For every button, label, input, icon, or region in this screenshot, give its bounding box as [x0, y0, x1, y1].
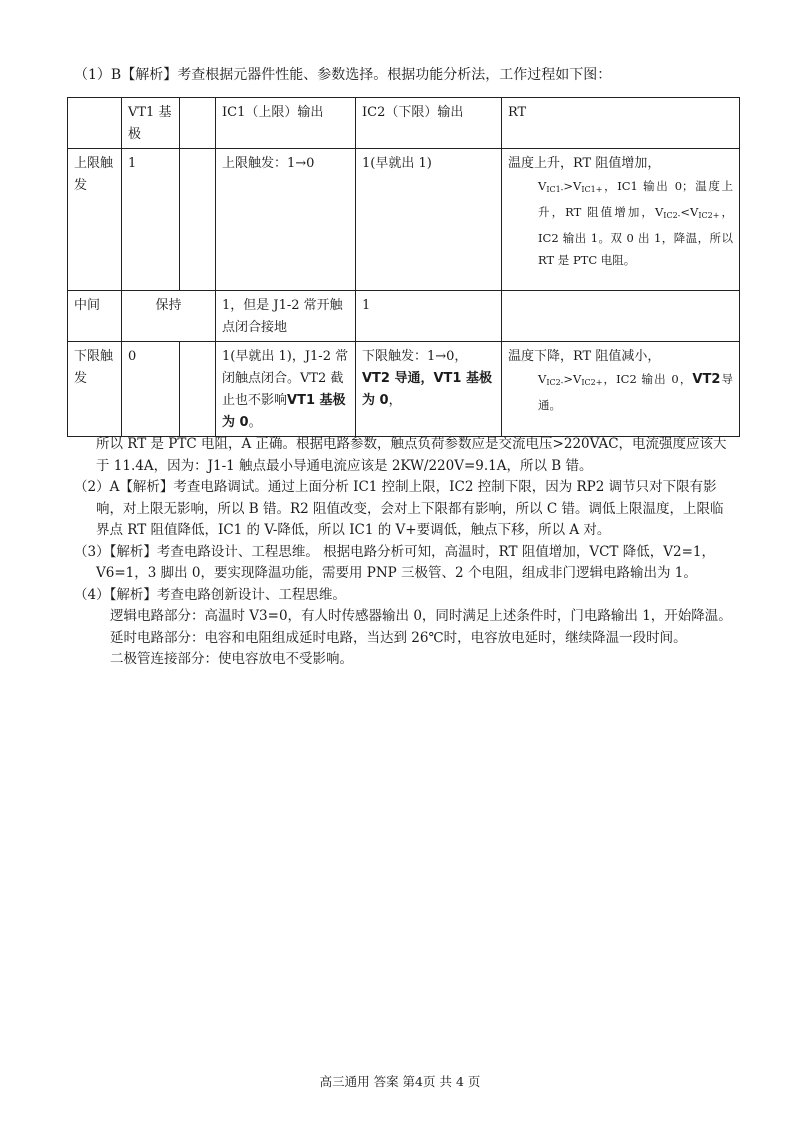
cell-blank-upper [180, 149, 216, 291]
table-row-lower [68, 342, 740, 437]
table-header-row [68, 98, 740, 149]
cell-vt1-lower: 0 [122, 342, 180, 437]
header-cell-rt: RT [502, 98, 740, 149]
cell-ic1-lower: 1(早就出 1)，J1-2 常闭触点闭合。VT2 截止也不影响VT1 基极为 0。 [216, 342, 356, 437]
paragraph-3: （3）【解析】考查电路设计、工程思维。 根据电路分析可知，高温时，RT 阻值增加，VCT 降低，V2=1，V6=1，3 脚出 0，要实现降温功能，需要用 PNP 三极管、2 个电阻，组成非门逻辑电路输出为 1。 [74, 543, 715, 581]
page-footer: 高三通用 答案 第4页 共 4 页 [319, 1074, 481, 1089]
rt-lower-first: 温度下降，RT 阻值减小， [508, 349, 661, 364]
cell-rt-upper [502, 149, 740, 291]
rt-upper-first: 温度上升，RT 阻值增加， [508, 156, 661, 171]
paragraph-4a: 逻辑电路部分：高温时 V3=0，有人时传感器输出 0，同时满足上述条件时，门电路输出 1，开始降温。 [110, 608, 732, 624]
cell-ic1-middle: 1，但是 J1-2 常开触点闭合接地 [216, 291, 356, 342]
row-label-upper: 上限触发 [68, 149, 122, 291]
cell-vt1-middle: 保持 [122, 291, 216, 342]
header-cell-blank [180, 98, 216, 149]
table-row-upper [68, 149, 740, 291]
paragraph-4c: 二极管连接部分：使电容放电不受影响。 [110, 651, 353, 667]
rt-upper-detail: $V_{IC1-}>V_{IC1+}$，IC1 输出 0；温度上升，RT 阻值增加，$V_{IC2-}<V_{IC2+}$，IC2 输出 1。双 0 出 1，降温，所以 RT 是 PTC 电阻。 [538, 179, 733, 267]
row-label-lower: 下限触发 [68, 342, 122, 437]
cell-vt1-upper: 1 [122, 149, 180, 291]
header-cell-ic1: IC1（上限）输出 [216, 98, 356, 149]
row-label-middle: 中间 [68, 291, 122, 342]
explanation-body [74, 434, 734, 671]
cell-ic2-middle: 1 [356, 291, 502, 342]
cell-ic2-upper: 1(早就出 1) [356, 149, 502, 291]
cell-ic1-upper: 上限触发：1→0 [216, 149, 356, 291]
cell-rt-middle [502, 291, 740, 342]
cell-ic2-lower: 下限触发：1→0，VT2 导通，VT1 基极为 0， [356, 342, 502, 437]
header-cell-vt1: VT1 基极 [122, 98, 180, 149]
intro-line: （1）B【解析】考查根据元器件性能、参数选择。根据功能分析法，工作过程如下图： [74, 67, 612, 83]
answer-table [67, 97, 740, 437]
paragraph-1: 所以 RT 是 PTC 电阻，A 正确。根据电路参数，触点负荷参数应是交流电压>220VAC，电流强度应该大于 11.4A，因为：J1-1 触点最小导通电流应该是 2KW/220V=9.1A，所以 B 错。 [96, 436, 727, 474]
paragraph-4: （4）【解析】考查电路创新设计、工程思维。 [74, 586, 346, 603]
cell-blank-lower [180, 342, 216, 437]
header-cell-empty [68, 98, 122, 149]
cell-rt-lower [502, 342, 740, 437]
header-cell-ic2: IC2（下限）输出 [356, 98, 502, 149]
paragraph-2: （2）A【解析】考查电路调试。通过上面分析 IC1 控制上限，IC2 控制下限，因为 RP2 调节只对下限有影响，对上限无影响，所以 B 错。R2 阻值改变，会对上下限都有影响，所以 C 错。调低上限温度，上限临界点 RT 阻值降低，IC1 的 V-降低，所以 IC1 的 V+要调低，触点下移，所以 A 对。 [74, 479, 724, 538]
table-row-middle [68, 291, 740, 342]
rt-lower-detail: $V_{IC2-}>V_{IC2+}$，IC2 输出 0，VT2导通。 [538, 372, 733, 412]
paragraph-4b: 延时电路部分：电容和电阻组成延时电路，当达到 26℃时，电容放电延时，继续降温一段时间。 [110, 629, 687, 646]
